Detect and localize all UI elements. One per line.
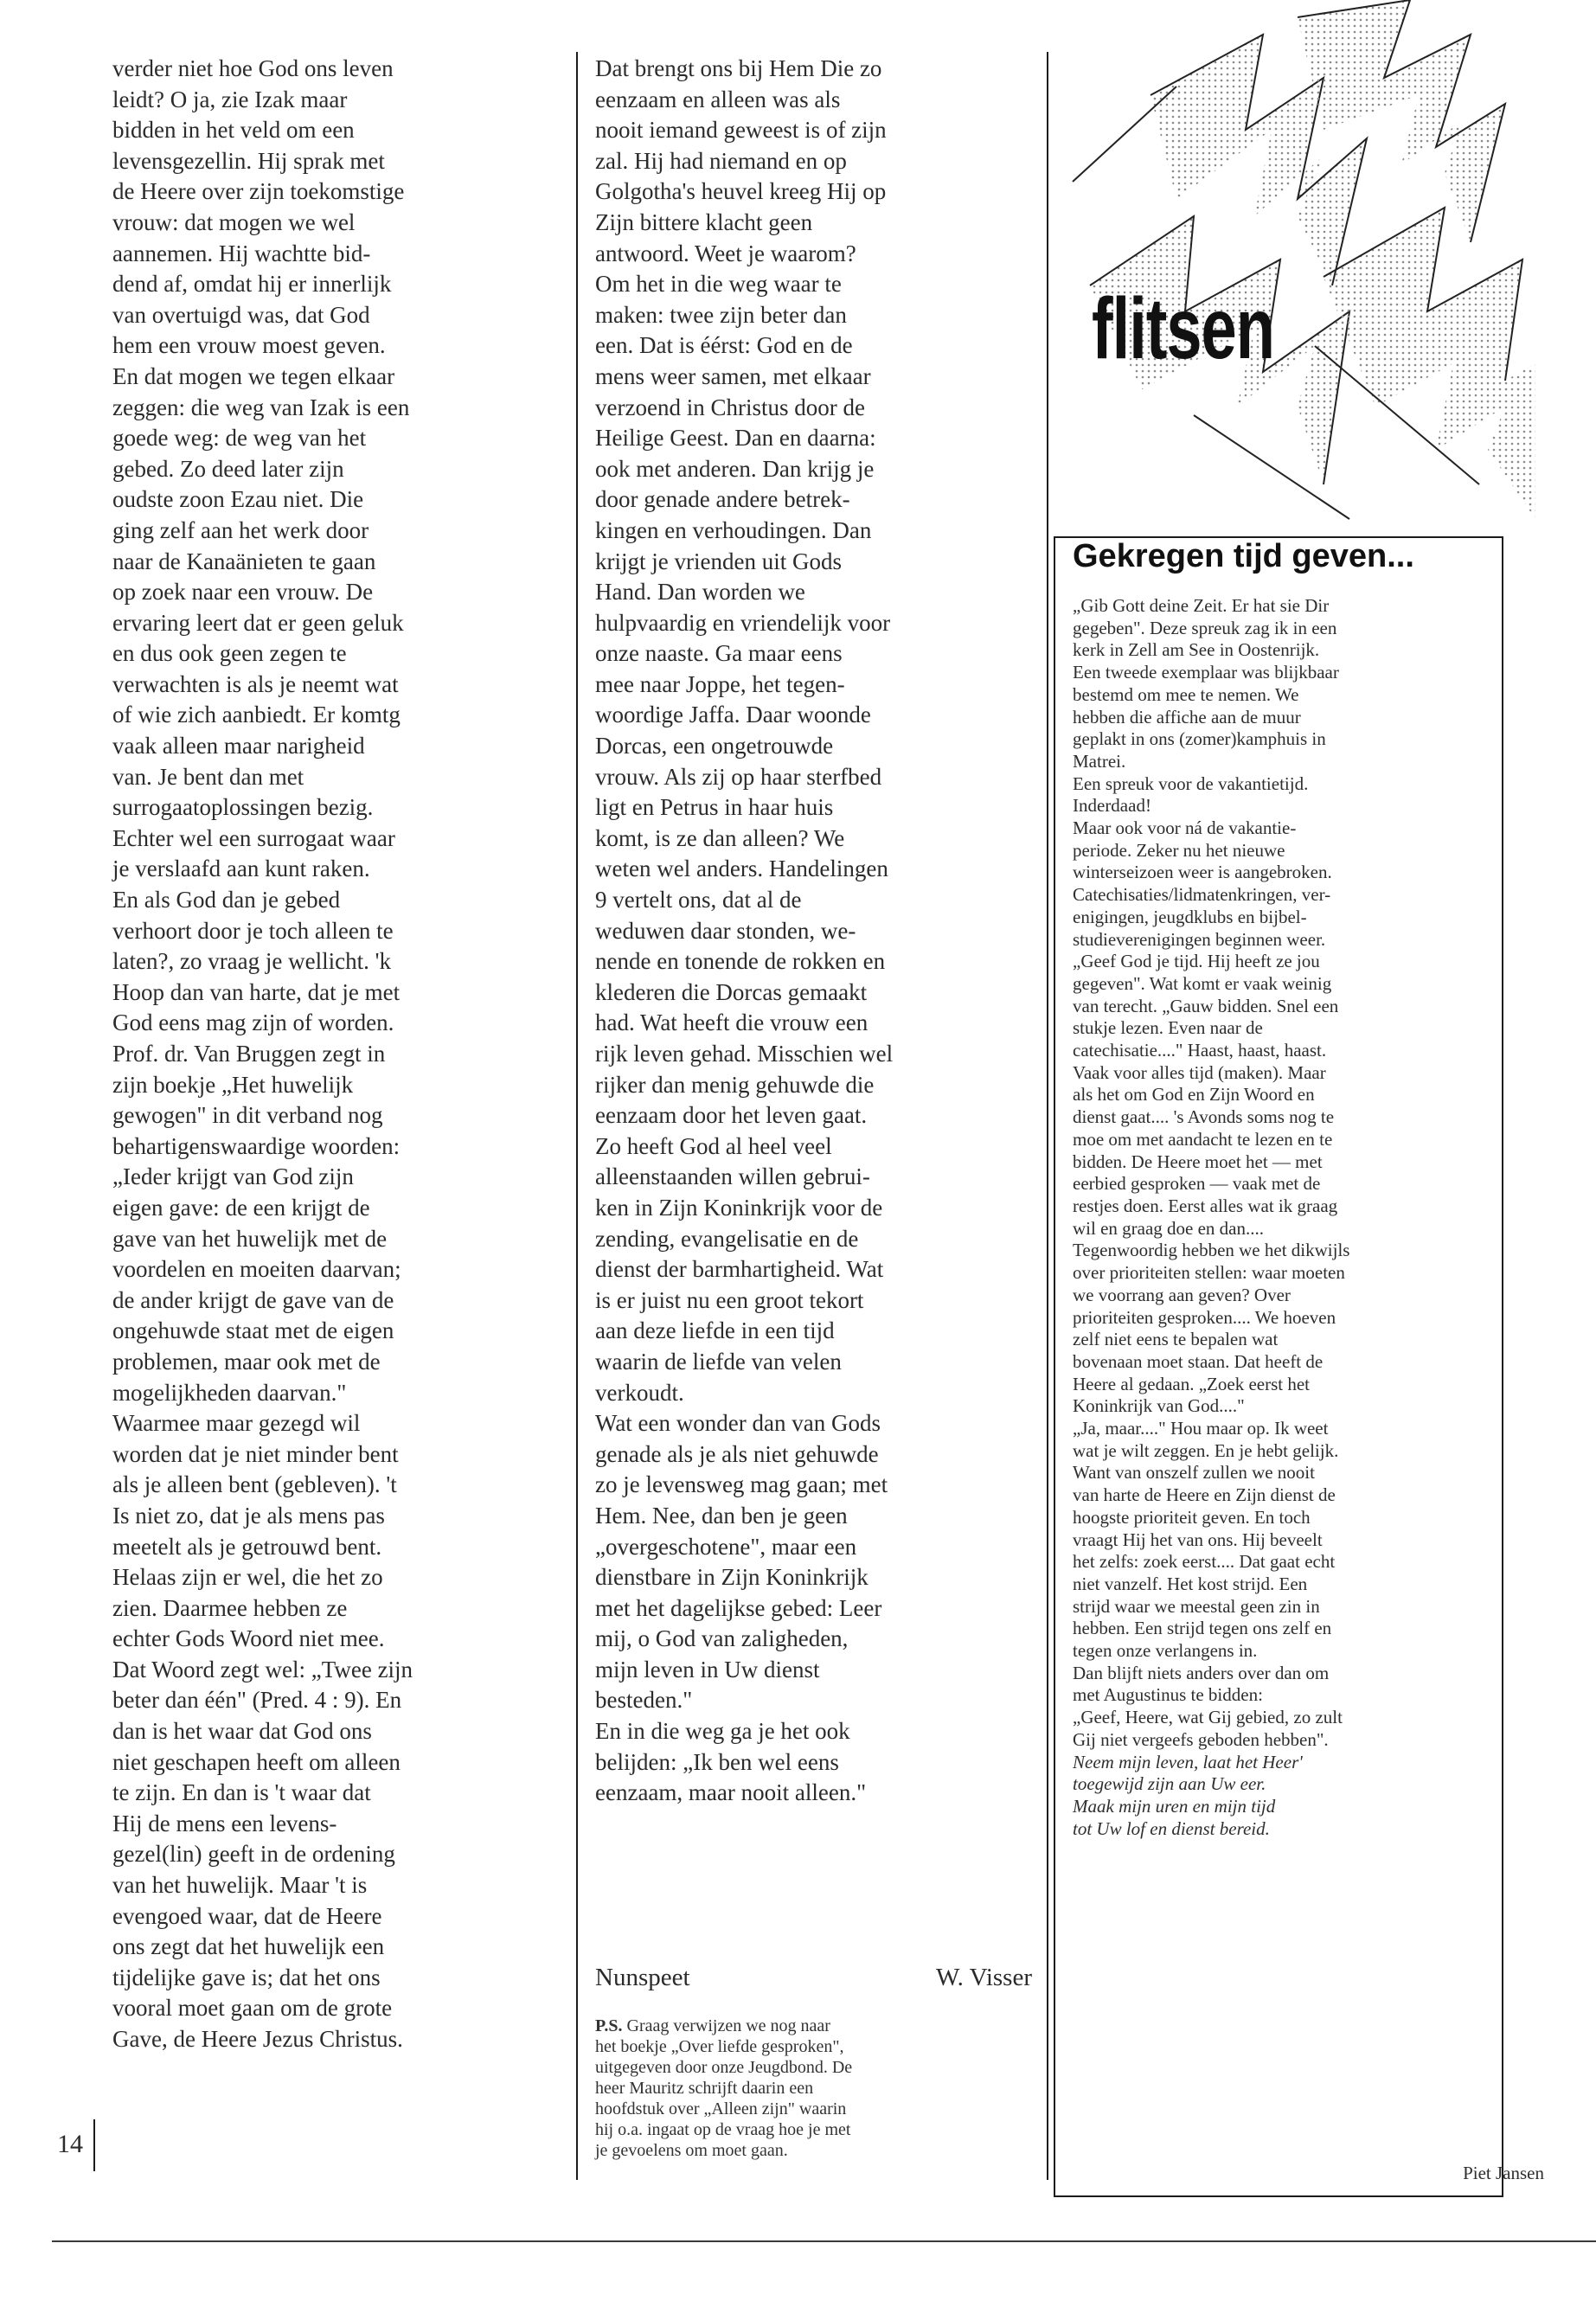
article-text-line: mee naar Joppe, het tegen- bbox=[595, 670, 845, 697]
article-text-line: is er juist nu een groot tekort bbox=[595, 1286, 864, 1313]
article-text-line: voordelen en moeiten daarvan; bbox=[112, 1256, 401, 1283]
article-text-line: vrouw: dat mogen we wel bbox=[112, 208, 356, 235]
article-text-line: Zijn bittere klacht geen bbox=[595, 208, 813, 235]
section-header-flitsen: flitsen bbox=[1092, 279, 1274, 377]
article-text-line: met het dagelijkse gebed: Leer bbox=[595, 1594, 882, 1621]
sidebar-text-line: zelf niet eens te bepalen wat bbox=[1073, 1329, 1279, 1350]
article-text-line: Hem. Nee, dan ben je geen bbox=[595, 1502, 848, 1529]
sidebar-text-line: van terecht. „Gauw bidden. Snel een bbox=[1073, 995, 1339, 1016]
article-text-line: nooit iemand geweest is of zijn bbox=[595, 117, 887, 144]
article-text-line: verwachten is als je neemt wat bbox=[112, 670, 399, 697]
sidebar-text-line: bovenaan moet staan. Dat heeft de bbox=[1073, 1350, 1324, 1372]
article-text-line: vaak alleen maar narigheid bbox=[112, 733, 365, 760]
sidebar-text-line: Koninkrijk van God...." bbox=[1073, 1395, 1245, 1417]
sidebar-text-line: Matrei. bbox=[1073, 750, 1126, 772]
sidebar-text-line: vraagt Hij het van ons. Hij beveelt bbox=[1073, 1529, 1323, 1550]
sidebar-title: Gekregen tijd geven... bbox=[1073, 538, 1414, 574]
sidebar-text-line: winterseizoen weer is aangebroken. bbox=[1073, 862, 1332, 883]
sidebar-text-line: hoogste prioriteit geven. En toch bbox=[1073, 1506, 1311, 1528]
postscript-line: uitgegeven door onze Jeugdbond. De bbox=[595, 2058, 853, 2077]
sidebar-text-line: gegeben". Deze spreuk zag ik in een bbox=[1073, 617, 1337, 638]
sidebar-text-line: strijd waar we meestal geen zin in bbox=[1073, 1595, 1320, 1617]
article-text-line: tijdelijke gave is; dat het ons bbox=[112, 1964, 381, 1990]
article-text-line: Helaas zijn er wel, die het zo bbox=[112, 1564, 383, 1591]
sidebar-text-line: periode. Zeker nu het nieuwe bbox=[1073, 839, 1285, 861]
article-text-line: Is niet zo, dat je als mens pas bbox=[112, 1502, 385, 1529]
article-text-line: gezel(lin) geeft in de ordening bbox=[112, 1841, 395, 1868]
article-text-line: mogelijkheden daarvan." bbox=[112, 1379, 347, 1406]
postscript-line: hoofdstuk over „Alleen zijn" waarin bbox=[595, 2099, 847, 2118]
article-text-line: Dat Woord zegt wel: „Twee zijn bbox=[112, 1656, 413, 1682]
article-text-line: weduwen daar stonden, we- bbox=[595, 917, 856, 944]
article-text-line: zal. Hij had niemand en op bbox=[595, 147, 847, 174]
page-number: 14 bbox=[57, 2130, 83, 2158]
article-text-line: ging zelf aan het werk door bbox=[112, 516, 369, 543]
sidebar-text-line: Tegenwoordig hebben we het dikwijls bbox=[1073, 1240, 1350, 1261]
sidebar-text-line: Maar ook voor ná de vakantie- bbox=[1073, 817, 1297, 839]
article-text-line: ligt en Petrus in haar huis bbox=[595, 794, 834, 821]
sidebar-text-line: Want van onszelf zullen we nooit bbox=[1073, 1462, 1315, 1484]
sidebar-text-line: „Geef, Heere, wat Gij gebied, zo zult bbox=[1073, 1707, 1343, 1728]
article-text-line: ons zegt dat het huwelijk een bbox=[112, 1933, 385, 1960]
article-text-line: verder niet hoe God ons leven bbox=[112, 55, 394, 81]
article-text-line: kingen en verhoudingen. Dan bbox=[595, 516, 872, 543]
article-text-line: ongehuwde staat met de eigen bbox=[112, 1317, 394, 1344]
postscript bbox=[595, 2016, 1028, 2161]
sidebar-author: Piet Jansen bbox=[1463, 2163, 1544, 2183]
article-text-line: maken: twee zijn beter dan bbox=[595, 301, 847, 328]
article-text-line: En als God dan je gebed bbox=[112, 887, 341, 913]
article-text-line: op zoek naar een vrouw. De bbox=[112, 579, 374, 606]
article-author: W. Visser bbox=[935, 1964, 1032, 1991]
article-text-line: Hand. Dan worden we bbox=[595, 579, 805, 606]
article-text-line: een. Dat is éérst: God en de bbox=[595, 332, 853, 359]
postscript-line: je gevoelens om moet gaan. bbox=[595, 2141, 788, 2160]
postscript-line: heer Mauritz schrijft daarin een bbox=[595, 2079, 814, 2098]
article-text-line: verzoend in Christus door de bbox=[595, 394, 865, 420]
article-text-line: als je alleen bent (gebleven). 't bbox=[112, 1471, 397, 1498]
sidebar-text-line: bestemd om mee te nemen. We bbox=[1073, 683, 1299, 705]
article-text-line: zending, evangelisatie en de bbox=[595, 1225, 859, 1252]
article-text-line: meetelt als je getrouwd bent. bbox=[112, 1533, 382, 1560]
flitsen-lightning-graphic bbox=[1038, 0, 1540, 554]
article-text-line: behartigenswaardige woorden: bbox=[112, 1132, 401, 1159]
article-column-2 bbox=[595, 54, 1032, 1809]
sidebar-text-line: prioriteiten gesproken.... We hoeven bbox=[1073, 1306, 1336, 1328]
sidebar-text-line: hebben die affiche aan de muur bbox=[1073, 706, 1301, 727]
article-text-line: God eens mag zijn of worden. bbox=[112, 1009, 394, 1036]
article-text-line: Echter wel een surrogaat waar bbox=[112, 824, 395, 851]
article-text-line: En in die weg ga je het ook bbox=[595, 1718, 850, 1745]
article-text-line: mens weer samen, met elkaar bbox=[595, 362, 871, 389]
article-text-line: rijk leven gehad. Misschien wel bbox=[595, 1041, 894, 1067]
article-text-line: echter Gods Woord niet mee. bbox=[112, 1625, 385, 1652]
article-text-line: weten wel anders. Handelingen bbox=[595, 856, 888, 882]
article-text-line: dienstbare in Zijn Koninkrijk bbox=[595, 1564, 869, 1591]
sidebar-text-line: Heere al gedaan. „Zoek eerst het bbox=[1073, 1373, 1311, 1394]
page-number-divider bbox=[93, 2119, 95, 2171]
article-text-line: eigen gave: de een krijgt de bbox=[112, 1194, 370, 1221]
sidebar-text-line: Een spreuk voor de vakantietijd. bbox=[1073, 772, 1309, 794]
article-text-line: en dus ook geen zegen te bbox=[112, 640, 347, 667]
sidebar-text-line: enigingen, jeugdklubs en bijbel- bbox=[1073, 906, 1307, 927]
article-text-line: Om het in die weg waar te bbox=[595, 271, 842, 298]
article-text-line: Gave, de Heere Jezus Christus. bbox=[112, 2026, 403, 2052]
article-text-line: woordige Jaffa. Daar woonde bbox=[595, 702, 871, 728]
sidebar-text-line: over prioriteiten stellen: waar moeten bbox=[1073, 1262, 1345, 1284]
article-text-line: En dat mogen we tegen elkaar bbox=[112, 362, 395, 389]
sidebar-text-line: Dan blijft niets anders over dan om bbox=[1073, 1662, 1330, 1683]
article-place: Nunspeet bbox=[595, 1964, 690, 1991]
article-text-line: goede weg: de weg van het bbox=[112, 425, 367, 452]
article-text-line: oudste zoon Ezau niet. Die bbox=[112, 486, 364, 513]
article-text-line: ervaring leert dat er geen geluk bbox=[112, 609, 404, 636]
article-text-line: „overgeschotene", maar een bbox=[595, 1533, 857, 1560]
article-text-line: gebed. Zo deed later zijn bbox=[112, 455, 344, 482]
article-text-line: mij, o God van zaligheden, bbox=[595, 1625, 849, 1652]
article-text-line: onze naaste. Ga maar eens bbox=[595, 640, 843, 667]
article-text-line: Hoop dan van harte, dat je met bbox=[112, 978, 401, 1005]
article-text-line: hem een vrouw moest geven. bbox=[112, 332, 386, 359]
article-text-line: door genade andere betrek- bbox=[595, 486, 850, 513]
article-text-line: Golgotha's heuvel kreeg Hij op bbox=[595, 178, 887, 205]
article-text-line: aan deze liefde in een tijd bbox=[595, 1317, 835, 1344]
column-divider bbox=[576, 52, 578, 2180]
lightning-bolt-icon bbox=[1324, 208, 1535, 519]
article-text-line: de Heere over zijn toekomstige bbox=[112, 178, 405, 205]
sidebar-text-line: met Augustinus te bidden: bbox=[1073, 1684, 1263, 1706]
sidebar-text-line: „Ja, maar...." Hou maar op. Ik weet bbox=[1073, 1418, 1329, 1439]
sidebar-text-line: wat je wilt zeggen. En je hebt gelijk. bbox=[1073, 1439, 1339, 1461]
article-text-line: je verslaafd aan kunt raken. bbox=[112, 856, 370, 882]
article-text-line: Waarmee maar gezegd wil bbox=[112, 1410, 361, 1437]
article-text-line: levensgezellin. Hij sprak met bbox=[112, 147, 385, 174]
article-column-1 bbox=[112, 54, 584, 2055]
sidebar-text-line: catechisatie...." Haast, haast, haast. bbox=[1073, 1040, 1327, 1061]
article-text-line: had. Wat heeft die vrouw een bbox=[595, 1009, 869, 1036]
article-text-line: verhoort door je toch alleen te bbox=[112, 917, 394, 944]
sidebar-text-line: tot Uw lof en dienst bereid. bbox=[1073, 1817, 1270, 1839]
article-text-line: Dorcas, een ongetrouwde bbox=[595, 733, 834, 760]
sidebar-text-line: geplakt in ons (zomer)kamphuis in bbox=[1073, 728, 1326, 750]
sidebar-text-line: hebben. Een strijd tegen ons zelf en bbox=[1073, 1618, 1332, 1639]
article-text-line: eenzaam, maar nooit alleen." bbox=[595, 1779, 867, 1806]
article-text-line: krijgt je vrienden uit Gods bbox=[595, 548, 842, 574]
article-text-line: Prof. dr. Van Bruggen zegt in bbox=[112, 1041, 386, 1067]
article-text-line: Dat brengt ons bij Hem Die zo bbox=[595, 55, 882, 81]
sidebar-text-line: Gij niet vergeefs geboden hebben". bbox=[1073, 1728, 1329, 1750]
sidebar-text-line: het zelfs: zoek eerst.... Dat gaat echt bbox=[1073, 1551, 1336, 1573]
article-text-line: ken in Zijn Koninkrijk voor de bbox=[595, 1194, 883, 1221]
article-text-line: vrouw. Als zij op haar sterfbed bbox=[595, 763, 882, 790]
sidebar-text-line: Vaak voor alles tijd (maken). Maar bbox=[1073, 1061, 1326, 1083]
sidebar-text-line: Inderdaad! bbox=[1073, 795, 1151, 817]
postscript-line: het boekje „Over liefde gesproken", bbox=[595, 2037, 844, 2056]
article-text-line: zeggen: die weg van Izak is een bbox=[112, 394, 410, 420]
sidebar-text bbox=[1073, 595, 1488, 1840]
article-text-line: genade als je als niet gehuwde bbox=[595, 1440, 879, 1467]
article-text-line: verkoudt. bbox=[595, 1379, 684, 1406]
article-text-line: naar de Kanaänieten te gaan bbox=[112, 548, 376, 574]
article-text-line: waarin de liefde van velen bbox=[595, 1348, 842, 1375]
sidebar-text-line: tegen onze verlangens in. bbox=[1073, 1640, 1258, 1662]
article-text-line: Hij de mens een levens- bbox=[112, 1810, 337, 1836]
article-text-line: beter dan één" (Pred. 4 : 9). En bbox=[112, 1687, 402, 1714]
article-text-line: Heilige Geest. Dan en daarna: bbox=[595, 425, 876, 452]
article-text-line: gave van het huwelijk met de bbox=[112, 1225, 388, 1252]
article-text-line: van het huwelijk. Maar 't is bbox=[112, 1872, 368, 1899]
sidebar-text-line: stukje lezen. Even naar de bbox=[1073, 1017, 1263, 1039]
sidebar-divider bbox=[1047, 52, 1048, 2180]
article-text-line: belijden: „Ik ben wel eens bbox=[595, 1748, 839, 1775]
article-text-line: mijn leven in Uw dienst bbox=[595, 1656, 820, 1682]
sidebar-text-line: moe om met aandacht te lezen en te bbox=[1073, 1128, 1333, 1150]
article-text-line: besteden." bbox=[595, 1687, 693, 1714]
article-text-line: zo je levensweg mag gaan; met bbox=[595, 1471, 888, 1498]
sidebar-text-line: restjes doen. Eerst alles wat ik graag bbox=[1073, 1195, 1338, 1216]
article-text-line: Zo heeft God al heel veel bbox=[595, 1132, 832, 1159]
article-text-line: eenzaam en alleen was als bbox=[595, 86, 841, 112]
sidebar-text-line: als het om God en Zijn Woord en bbox=[1073, 1084, 1315, 1106]
article-text-line: laten?, zo vraag je wellicht. 'k bbox=[112, 948, 391, 975]
article-text-line: Wat een wonder dan van Gods bbox=[595, 1410, 881, 1437]
article-text-line: evengoed waar, dat de Heere bbox=[112, 1902, 382, 1929]
article-text-line: vooral moet gaan om de grote bbox=[112, 1995, 393, 2022]
sidebar-text-line: dienst gaat.... 's Avonds soms nog te bbox=[1073, 1106, 1335, 1128]
article-text-line: dend af, omdat hij er innerlijk bbox=[112, 271, 392, 298]
sidebar-text-line: wil en graag doe en dan.... bbox=[1073, 1217, 1265, 1239]
article-text-line: rijker dan menig gehuwde die bbox=[595, 1071, 875, 1098]
article-text-line: eenzaam door het leven gaat. bbox=[595, 1102, 868, 1129]
article-text-line: dienst der barmhartigheid. Wat bbox=[595, 1256, 884, 1283]
sidebar-text-line: „Geef God je tijd. Hij heeft ze jou bbox=[1073, 951, 1320, 972]
postscript-label: P.S. bbox=[595, 2016, 623, 2035]
article-text-line: klederen die Dorcas gemaakt bbox=[595, 978, 868, 1005]
postscript-line: Graag verwijzen we nog naar bbox=[626, 2016, 830, 2035]
sidebar-text-line: Neem mijn leven, laat het Heer' bbox=[1073, 1751, 1303, 1772]
sidebar-text-line: gegeven". Wat komt er vaak weinig bbox=[1073, 972, 1332, 994]
article-text-line: of wie zich aanbiedt. Er komtg bbox=[112, 702, 401, 728]
article-text-line: „Ieder krijgt van God zijn bbox=[112, 1163, 354, 1190]
postscript-line: hij o.a. ingaat op de vraag hoe je met bbox=[595, 2120, 851, 2139]
article-text-line: zijn boekje „Het huwelijk bbox=[112, 1071, 354, 1098]
article-text-line: komt, is ze dan alleen? We bbox=[595, 824, 845, 851]
article-text-line: hulpvaardig en vriendelijk voor bbox=[595, 609, 891, 636]
sidebar-text-line: bidden. De Heere moet het — met bbox=[1073, 1150, 1323, 1172]
article-text-line: ook met anderen. Dan krijg je bbox=[595, 455, 875, 482]
article-text-line: dan is het waar dat God ons bbox=[112, 1718, 372, 1745]
article-text-line: worden dat je niet minder bent bbox=[112, 1440, 399, 1467]
article-text-line: bidden in het veld om een bbox=[112, 117, 355, 144]
article-text-line: problemen, maar ook met de bbox=[112, 1348, 381, 1375]
sidebar-text-line: eerbied gesproken — vaak met de bbox=[1073, 1173, 1321, 1195]
sidebar-text-line: „Gib Gott deine Zeit. Er hat sie Dir bbox=[1073, 595, 1330, 616]
article-text-line: nende en tonende de rokken en bbox=[595, 948, 886, 975]
sidebar-text-line: toegewijd zijn aan Uw eer. bbox=[1073, 1773, 1266, 1795]
sidebar-text-line: studieverenigingen beginnen weer. bbox=[1073, 928, 1326, 950]
sidebar-text-line: Maak mijn uren en mijn tijd bbox=[1073, 1795, 1276, 1817]
article-text-line: zien. Daarmee hebben ze bbox=[112, 1594, 348, 1621]
article-text-line: surrogaatoplossingen bezig. bbox=[112, 794, 374, 821]
article-text-line: leidt? O ja, zie Izak maar bbox=[112, 86, 348, 112]
sidebar-text-line: kerk in Zell am See in Oostenrijk. bbox=[1073, 639, 1320, 661]
article-text-line: antwoord. Weet je waarom? bbox=[595, 240, 856, 266]
sidebar-text-line: Een tweede exemplaar was blijkbaar bbox=[1073, 662, 1339, 683]
article-text-line: niet geschapen heeft om alleen bbox=[112, 1748, 401, 1775]
article-text-line: van. Je bent dan met bbox=[112, 763, 304, 790]
sidebar-text-line: Catechisaties/lidmatenkringen, ver- bbox=[1073, 884, 1331, 906]
article-text-line: 9 vertelt ons, dat al de bbox=[595, 887, 802, 913]
page-bottom-rule bbox=[52, 2240, 1596, 2242]
article-text-line: alleenstaanden willen gebrui- bbox=[595, 1163, 870, 1190]
sidebar-text-line: van harte de Heere en Zijn dienst de bbox=[1073, 1484, 1336, 1506]
article-text-line: te zijn. En dan is 't waar dat bbox=[112, 1779, 371, 1806]
article-text-line: aannemen. Hij wachtte bid- bbox=[112, 240, 371, 266]
article-text-line: gewogen" in dit verband nog bbox=[112, 1102, 383, 1129]
article-text-line: van overtuigd was, dat God bbox=[112, 301, 370, 328]
article-text-line: de ander krijgt de gave van de bbox=[112, 1286, 394, 1313]
sidebar-text-line: niet vanzelf. Het kost strijd. Een bbox=[1073, 1573, 1308, 1594]
sidebar-text-line: we voorrang aan geven? Over bbox=[1073, 1284, 1291, 1305]
